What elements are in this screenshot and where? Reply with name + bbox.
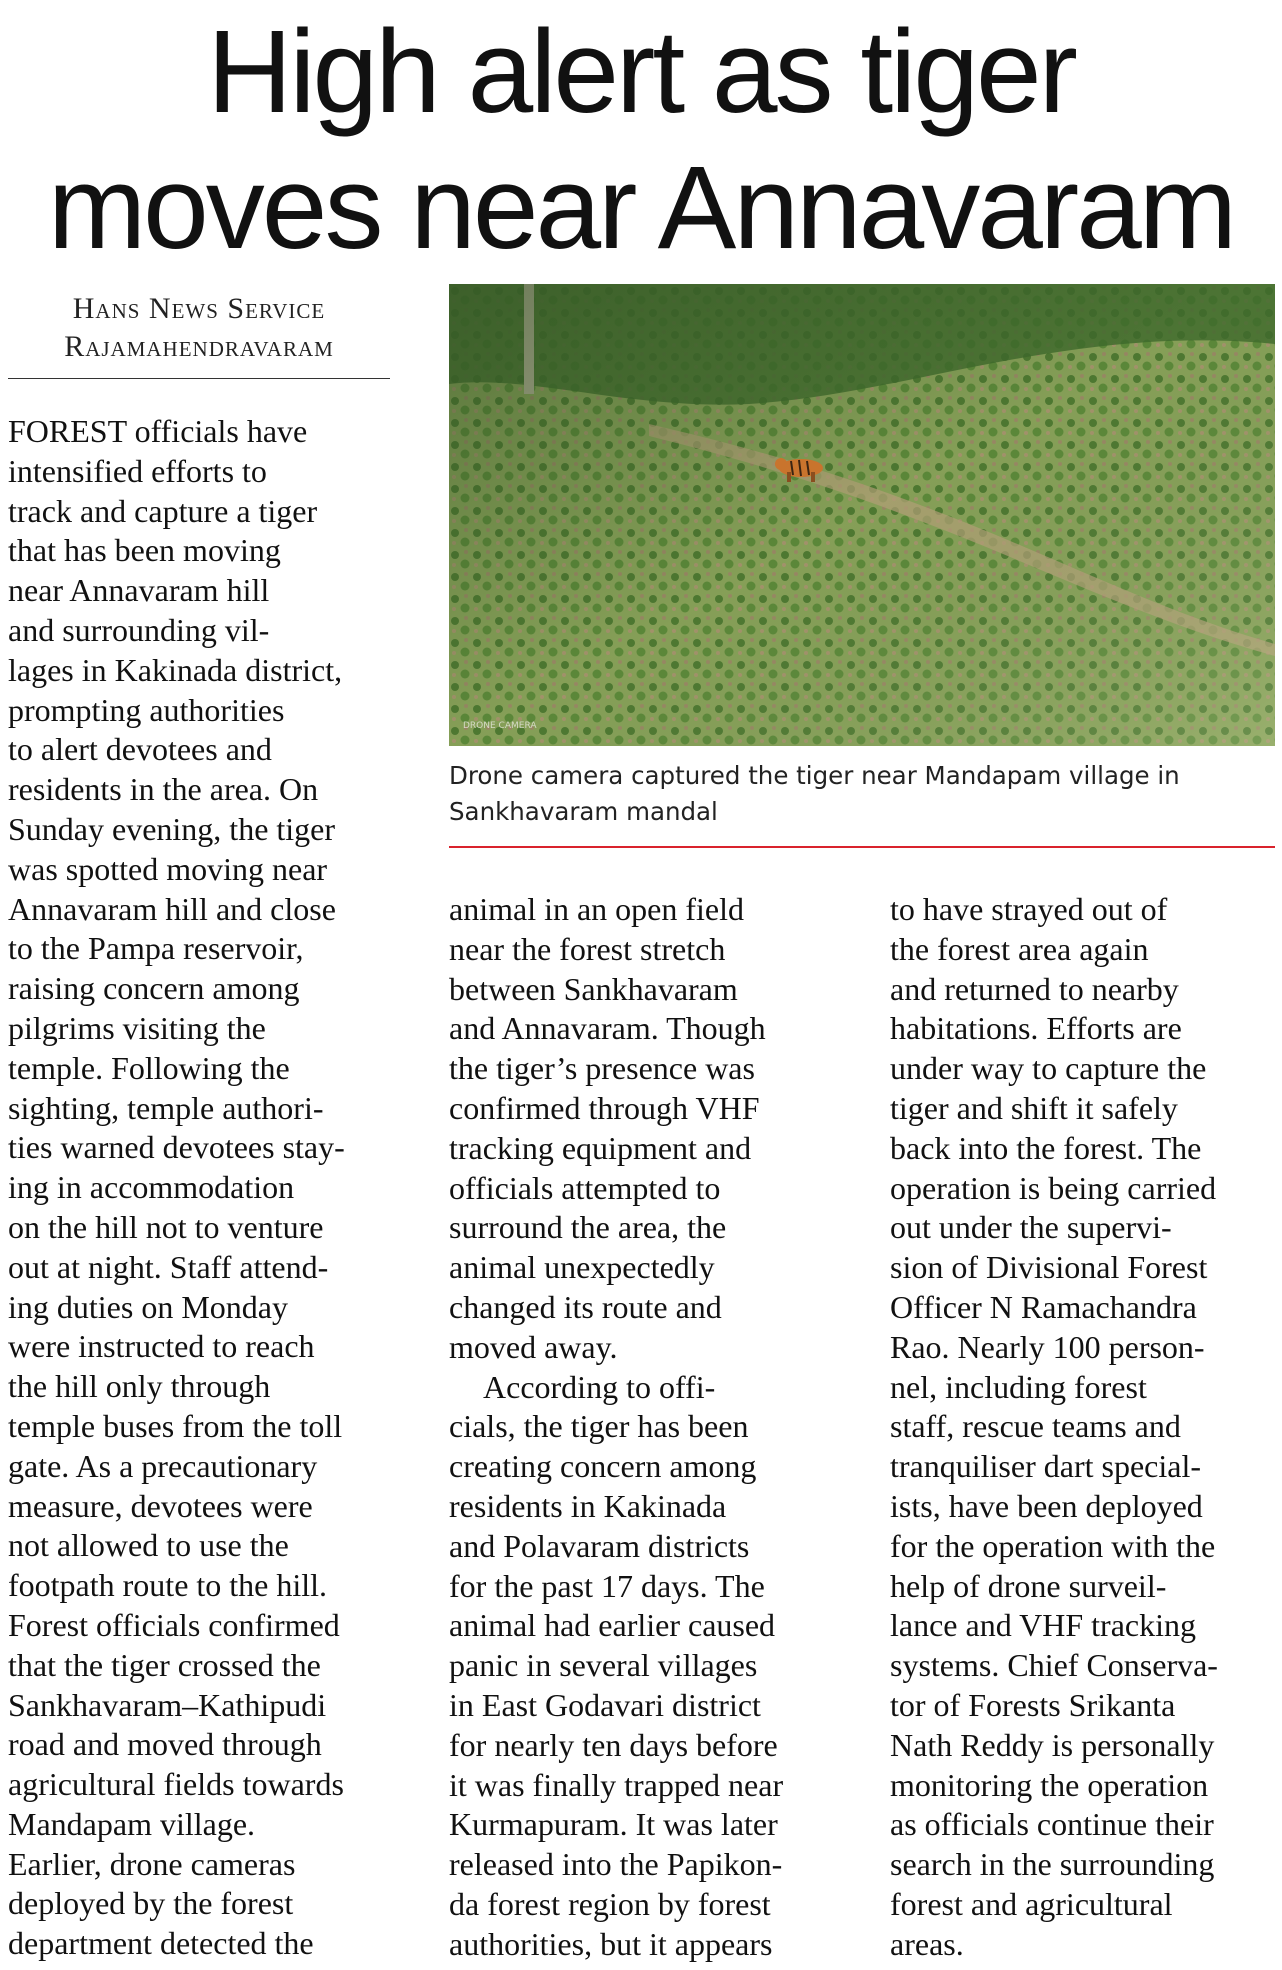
headline-line-1: High alert as tiger xyxy=(207,6,1075,138)
headline xyxy=(0,4,1282,276)
byline xyxy=(8,290,390,366)
photo-watermark: DRONE CAMERA xyxy=(463,721,537,731)
article-line: on the hill not to venture xyxy=(8,1208,324,1245)
article-line: cials, the tiger has been xyxy=(449,1408,749,1445)
article-line: animal in an open field xyxy=(449,891,745,927)
article-line: out at night. Staff attend- xyxy=(8,1248,329,1285)
article-line: footpath route to the hill. xyxy=(8,1567,328,1604)
article-line: Nath Reddy is personally xyxy=(890,1726,1215,1763)
article-column-3 xyxy=(890,890,1282,1965)
article-line: intensified efforts to xyxy=(8,452,267,489)
article-line: and surrounding vil- xyxy=(8,611,270,648)
article-line: tor of Forests Srikanta xyxy=(890,1686,1176,1723)
article-line: track and capture a tiger xyxy=(8,492,318,529)
article-line: help of drone surveil- xyxy=(890,1567,1167,1604)
article-line: areas. xyxy=(890,1925,964,1962)
article-line: tracking equipment and xyxy=(449,1129,752,1166)
article-line: to the Pampa reservoir, xyxy=(8,930,304,967)
article-line: tiger and shift it safely xyxy=(890,1089,1178,1126)
article-line: that has been moving xyxy=(8,532,281,569)
article-line: as officials continue their xyxy=(890,1806,1214,1843)
article-line: for the operation with the xyxy=(890,1527,1216,1564)
article-line: road and moved through xyxy=(8,1726,322,1763)
article-line: pilgrims visiting the xyxy=(8,1009,266,1046)
article-line: agricultural fields towards xyxy=(8,1766,344,1803)
article-line: gate. As a precautionary xyxy=(8,1447,318,1484)
article-line: to alert devotees and xyxy=(8,731,272,768)
article-line: temple buses from the toll xyxy=(8,1407,343,1444)
tiger-photo-icon xyxy=(449,284,1275,746)
article-line: for the past 17 days. The xyxy=(449,1567,765,1604)
article-line: residents in Kakinada xyxy=(449,1487,727,1524)
article-line: Rao. Nearly 100 person- xyxy=(890,1328,1205,1365)
article-line: lance and VHF tracking xyxy=(890,1607,1196,1644)
article-line: that the tiger crossed the xyxy=(8,1646,321,1683)
byline-divider xyxy=(8,378,390,379)
article-line: surround the area, the xyxy=(449,1209,727,1246)
article-line: in East Godavari district xyxy=(449,1686,761,1723)
article-line: prompting authorities xyxy=(8,691,285,728)
byline-dateline: Rajamahendravaram xyxy=(64,330,334,363)
article-line: animal had earlier caused xyxy=(449,1607,776,1644)
article-line: sighting, temple authori- xyxy=(8,1089,324,1126)
byline-agency: Hans News Service xyxy=(72,292,326,325)
article-line: the forest area again xyxy=(890,930,1149,967)
article-line: released into the Papikon- xyxy=(449,1846,783,1883)
article-line: According to offi- xyxy=(483,1368,716,1405)
article-line: department detected the xyxy=(8,1925,314,1962)
headline-line-2: moves near Annavaram xyxy=(47,142,1235,274)
article-line: deployed by the forest xyxy=(8,1885,294,1922)
article-line: between Sankhavaram xyxy=(449,970,738,1007)
article-line: to have strayed out of xyxy=(890,891,1168,927)
article-line: search in the surrounding xyxy=(890,1846,1215,1883)
article-line: the hill only through xyxy=(8,1368,271,1405)
article-column-2 xyxy=(449,890,849,1965)
article-line: Mandapam village. xyxy=(8,1805,256,1842)
article-line: Kurmapuram. It was later xyxy=(449,1806,778,1843)
article-line: raising concern among xyxy=(8,970,300,1007)
article-line: systems. Chief Conserva- xyxy=(890,1647,1218,1684)
article-line: not allowed to use the xyxy=(8,1527,289,1564)
article-line: tranquiliser dart special- xyxy=(890,1448,1201,1485)
article-line: moved away. xyxy=(449,1328,618,1365)
article-line: ists, have been deployed xyxy=(890,1487,1203,1524)
article-line: ing in accommodation xyxy=(8,1169,295,1206)
article-line: officials attempted to xyxy=(449,1169,721,1206)
article-line: Earlier, drone cameras xyxy=(8,1845,296,1882)
article-line: and returned to nearby xyxy=(890,970,1179,1007)
article-line: authorities, but it appears xyxy=(449,1925,773,1962)
article-line: near the forest stretch xyxy=(449,930,726,967)
article-line: ties warned devotees stay- xyxy=(8,1129,345,1166)
article-line: for nearly ten days before xyxy=(449,1726,778,1763)
article-line: out under the supervi- xyxy=(890,1209,1172,1246)
article-line: da forest region by forest xyxy=(449,1885,771,1922)
article-line: residents in the area. On xyxy=(8,771,319,808)
article-line: Sankhavaram–Kathipudi xyxy=(8,1686,327,1723)
article-line: back into the forest. The xyxy=(890,1129,1202,1166)
article-line: creating concern among xyxy=(449,1448,757,1485)
article-line: near Annavaram hill xyxy=(8,572,270,609)
article-line: forest and agricultural xyxy=(890,1885,1173,1922)
article-line: lages in Kakinada district, xyxy=(8,651,343,688)
article-line: Sunday evening, the tiger xyxy=(8,810,336,847)
article-line: panic in several villages xyxy=(449,1647,758,1684)
article-line: FOREST officials have xyxy=(8,413,308,449)
article-line: animal unexpectedly xyxy=(449,1249,715,1286)
article-line: operation is being carried xyxy=(890,1169,1217,1206)
article-line: under way to capture the xyxy=(890,1050,1207,1087)
article-column-1 xyxy=(8,412,400,1964)
article-line: was spotted moving near xyxy=(8,850,328,887)
article-line: Officer N Ramachandra xyxy=(890,1288,1197,1325)
article-line: it was finally trapped near xyxy=(449,1766,784,1803)
article-line: and Annavaram. Though xyxy=(449,1010,766,1047)
article-line: habitations. Efforts are xyxy=(890,1010,1182,1047)
article-line: measure, devotees were xyxy=(8,1487,313,1524)
article-line: the tiger’s presence was xyxy=(449,1050,755,1087)
article-line: staff, rescue teams and xyxy=(890,1408,1181,1445)
article-line: changed its route and xyxy=(449,1288,722,1325)
article-line: sion of Divisional Forest xyxy=(890,1249,1208,1286)
article-line: ing duties on Monday xyxy=(8,1288,288,1325)
article-line: temple. Following the xyxy=(8,1049,290,1086)
article-line: Annavaram hill and close xyxy=(8,890,336,927)
article-line: and Polavaram districts xyxy=(449,1527,750,1564)
caption-divider xyxy=(449,846,1275,848)
article-line: monitoring the operation xyxy=(890,1766,1209,1803)
tiger-photo xyxy=(449,284,1275,746)
article-line: nel, including forest xyxy=(890,1368,1147,1405)
article-line: were instructed to reach xyxy=(8,1328,315,1365)
article-line: Forest officials confirmed xyxy=(8,1606,340,1643)
article-line: confirmed through VHF xyxy=(449,1089,760,1126)
photo-caption: Drone camera captured the tiger near Mandapam village in Sankhavaram mandal xyxy=(449,761,1180,826)
